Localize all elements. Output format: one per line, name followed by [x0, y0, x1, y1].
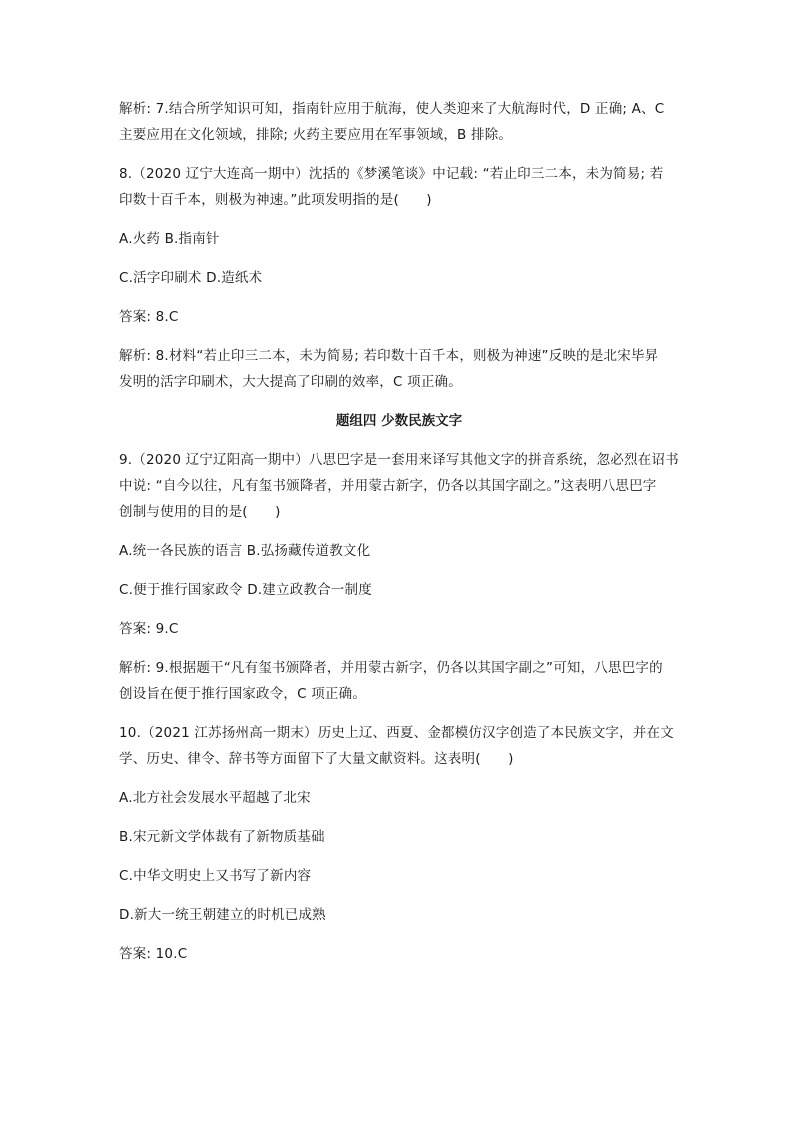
option-10-c: [119, 863, 679, 889]
answer-9-line: 答案: 9.C: [119, 621, 179, 637]
options-8-cd-line: C.活字印刷术 D.造纸术: [119, 270, 263, 286]
answer-8-line: 答案: 8.C: [119, 309, 179, 325]
analysis-7-line: 主要应用在文化领域，排除; 火药主要应用在军事领域，B 排除。: [119, 127, 513, 143]
options-9-ab-line: A.统一各民族的语言 B.弘扬藏传道教文化: [119, 543, 371, 559]
analysis-8: [119, 343, 679, 395]
question-10-line: 学、历史、律令、辞书等方面留下了大量文献资料。这表明( ): [119, 751, 514, 767]
options-8-cd: [119, 265, 679, 291]
answer-8: [119, 304, 679, 330]
document-page: [119, 96, 679, 980]
answer-10-line: 答案: 10.C: [119, 946, 188, 962]
question-8: [119, 161, 679, 213]
answer-10: [119, 941, 679, 967]
question-8-line: 8.（2020 辽宁大连高一期中）沈括的《梦溪笔谈》中记载: “若止印三二本，未为简易; 若: [119, 166, 664, 182]
option-10-a-line: A.北方社会发展水平超越了北宋: [119, 790, 311, 806]
question-8-line: 印数十百千本，则极为神速。”此项发明指的是( ): [119, 192, 432, 208]
options-8-ab: [119, 226, 679, 252]
analysis-9-line: 创设旨在便于推行国家政令，C 项正确。: [119, 686, 367, 702]
section-heading-4-line: 题组四 少数民族文字: [335, 413, 463, 429]
analysis-9: [119, 655, 679, 707]
options-8-ab-line: A.火药 B.指南针: [119, 231, 220, 247]
options-9-cd: [119, 577, 679, 603]
question-10: [119, 720, 679, 772]
options-9-ab: [119, 538, 679, 564]
analysis-7-line: 解析: 7.结合所学知识可知，指南针应用于航海，使人类迎来了大航海时代，D 正确; A、C: [119, 101, 665, 117]
option-10-d: [119, 902, 679, 928]
question-9: [119, 447, 679, 525]
option-10-b-line: B.宋元新文学体裁有了新物质基础: [119, 829, 325, 845]
answer-9: [119, 616, 679, 642]
analysis-7: [119, 96, 679, 148]
option-10-c-line: C.中华文明史上又书写了新内容: [119, 868, 312, 884]
option-10-a: [119, 785, 679, 811]
question-9-line: 9.（2020 辽宁辽阳高一期中）八思巴字是一套用来译写其他文字的拼音系统，忽必烈在诏书: [119, 452, 679, 468]
options-9-cd-line: C.便于推行国家政令 D.建立政教合一制度: [119, 582, 372, 598]
analysis-9-line: 解析: 9.根据题干“凡有玺书颁降者，并用蒙古新字，仍各以其国字副之”可知，八思巴字的: [119, 660, 663, 676]
option-10-d-line: D.新大一统王朝建立的时机已成熟: [119, 907, 326, 923]
analysis-8-line: 发明的活字印刷术，大大提高了印刷的效率，C 项正确。: [119, 374, 462, 390]
question-9-line: 创制与使用的目的是( ): [119, 504, 281, 520]
option-10-b: [119, 824, 679, 850]
question-10-line: 10.（2021 江苏扬州高一期末）历史上辽、西夏、金都模仿汉字创造了本民族文字，并在文: [119, 725, 674, 741]
analysis-8-line: 解析: 8.材料“若止印三二本，未为简易; 若印数十百千本，则极为神速”反映的是北宋毕昇: [119, 348, 659, 364]
section-heading-4: [119, 408, 679, 434]
question-9-line: 中说: “自今以往，凡有玺书颁降者，并用蒙古新字，仍各以其国字副之。”这表明八思巴字: [119, 478, 657, 494]
